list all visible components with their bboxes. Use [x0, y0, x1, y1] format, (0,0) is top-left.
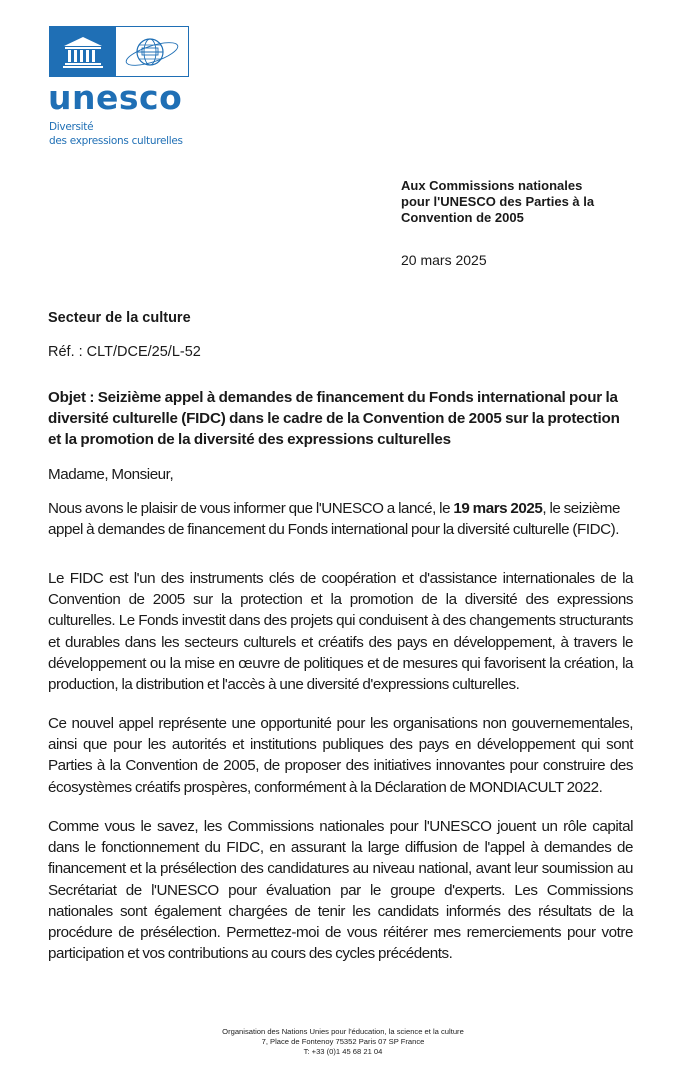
footer-address-line: 7, Place de Fontenoy 75352 Paris 07 SP France: [261, 1037, 425, 1046]
reference-number: Réf. : CLT/DCE/25/L-52: [48, 344, 201, 360]
recipient-line: pour l'UNESCO des Parties à la: [401, 194, 595, 209]
subject-line: Objet : Seizième appel à demandes de financement du Fonds international pour la diversité culturelle (FIDC) dans le cadre de la Convention de 2005 sur la protection et la promotion de la diversité des expressions culturelles: [48, 389, 620, 449]
paragraph-fidc-description: Le FIDC est l'un des instruments clés de coopération et d'assistance internationales de la Convention de 2005 sur la protection et la promotion de la diversité des expressions culturelles. Le Fonds investit dans des projets qui conduisent à des changements structurants et durables dans les secteurs culturels et créatifs des pays en développement, à travers le développement ou la mise en œuvre de politiques et de mesures qui favorisent la création, la production, la distribution et l'accès à une diversité d'expressions culturelles.: [48, 570, 633, 694]
logo-subtitle-line1: Diversité: [49, 121, 94, 133]
recipient-line: Convention de 2005: [401, 210, 524, 225]
logo-subtitle: [49, 120, 194, 148]
launch-date-bold: 19 mars 2025: [453, 500, 543, 517]
temple-icon: [50, 27, 116, 76]
footer-org-name: Organisation des Nations Unies pour l'éducation, la science et la culture: [222, 1027, 464, 1036]
letter-date: 20 mars 2025: [401, 252, 487, 268]
recipient-block: [401, 178, 631, 226]
unesco-logo: [49, 26, 194, 148]
logo-emblem: [49, 26, 189, 77]
logo-wordmark: unesco: [48, 78, 183, 117]
paragraph-launch: [48, 498, 633, 540]
logo-subtitle-line2: des expressions culturelles: [49, 135, 183, 147]
footer-address: [0, 1027, 686, 1057]
paragraph-text: Nous avons le plaisir de vous informer que l'UNESCO a lancé, le: [48, 500, 454, 517]
paragraph-national-commissions: Comme vous le savez, les Commissions nationales pour l'UNESCO jouent un rôle capital dans le fonctionnement du FIDC, en assurant la large diffusion de l'appel à demandes de financement et la présélection des candidatures au niveau national, avant leur soumission au Secrétariat de l'UNESCO pour évaluation par le groupe d'experts. Les Commissions nationales sont également chargées de tenir les candidats informés des résultats de la procédure de présélection. Permettez-moi de vous réitérer mes remerciements pour votre participation et vos contributions au cours des cycles précédents.: [48, 818, 633, 963]
sector-heading: Secteur de la culture: [48, 310, 191, 326]
footer-phone: T: +33 (0)1 45 68 21 04: [303, 1047, 383, 1056]
salutation: Madame, Monsieur,: [48, 466, 174, 483]
paragraph-text: , le seizième appel à demandes de financement du Fonds international pour la diversité culturelle (FIDC).: [48, 500, 620, 539]
paragraph-opportunity: Ce nouvel appel représente une opportunité pour les organisations non gouvernementales, ainsi que pour les autorités et institutions publiques des pays en développement qui sont Parties à la Convention de 2005, de proposer des initiatives innovantes pour construire des écosystèmes créatifs prospères, conformément à la Déclaration de MONDIACULT 2022.: [48, 715, 633, 796]
globe-icon: [116, 27, 188, 76]
recipient-line: Aux Commissions nationales: [401, 178, 583, 193]
